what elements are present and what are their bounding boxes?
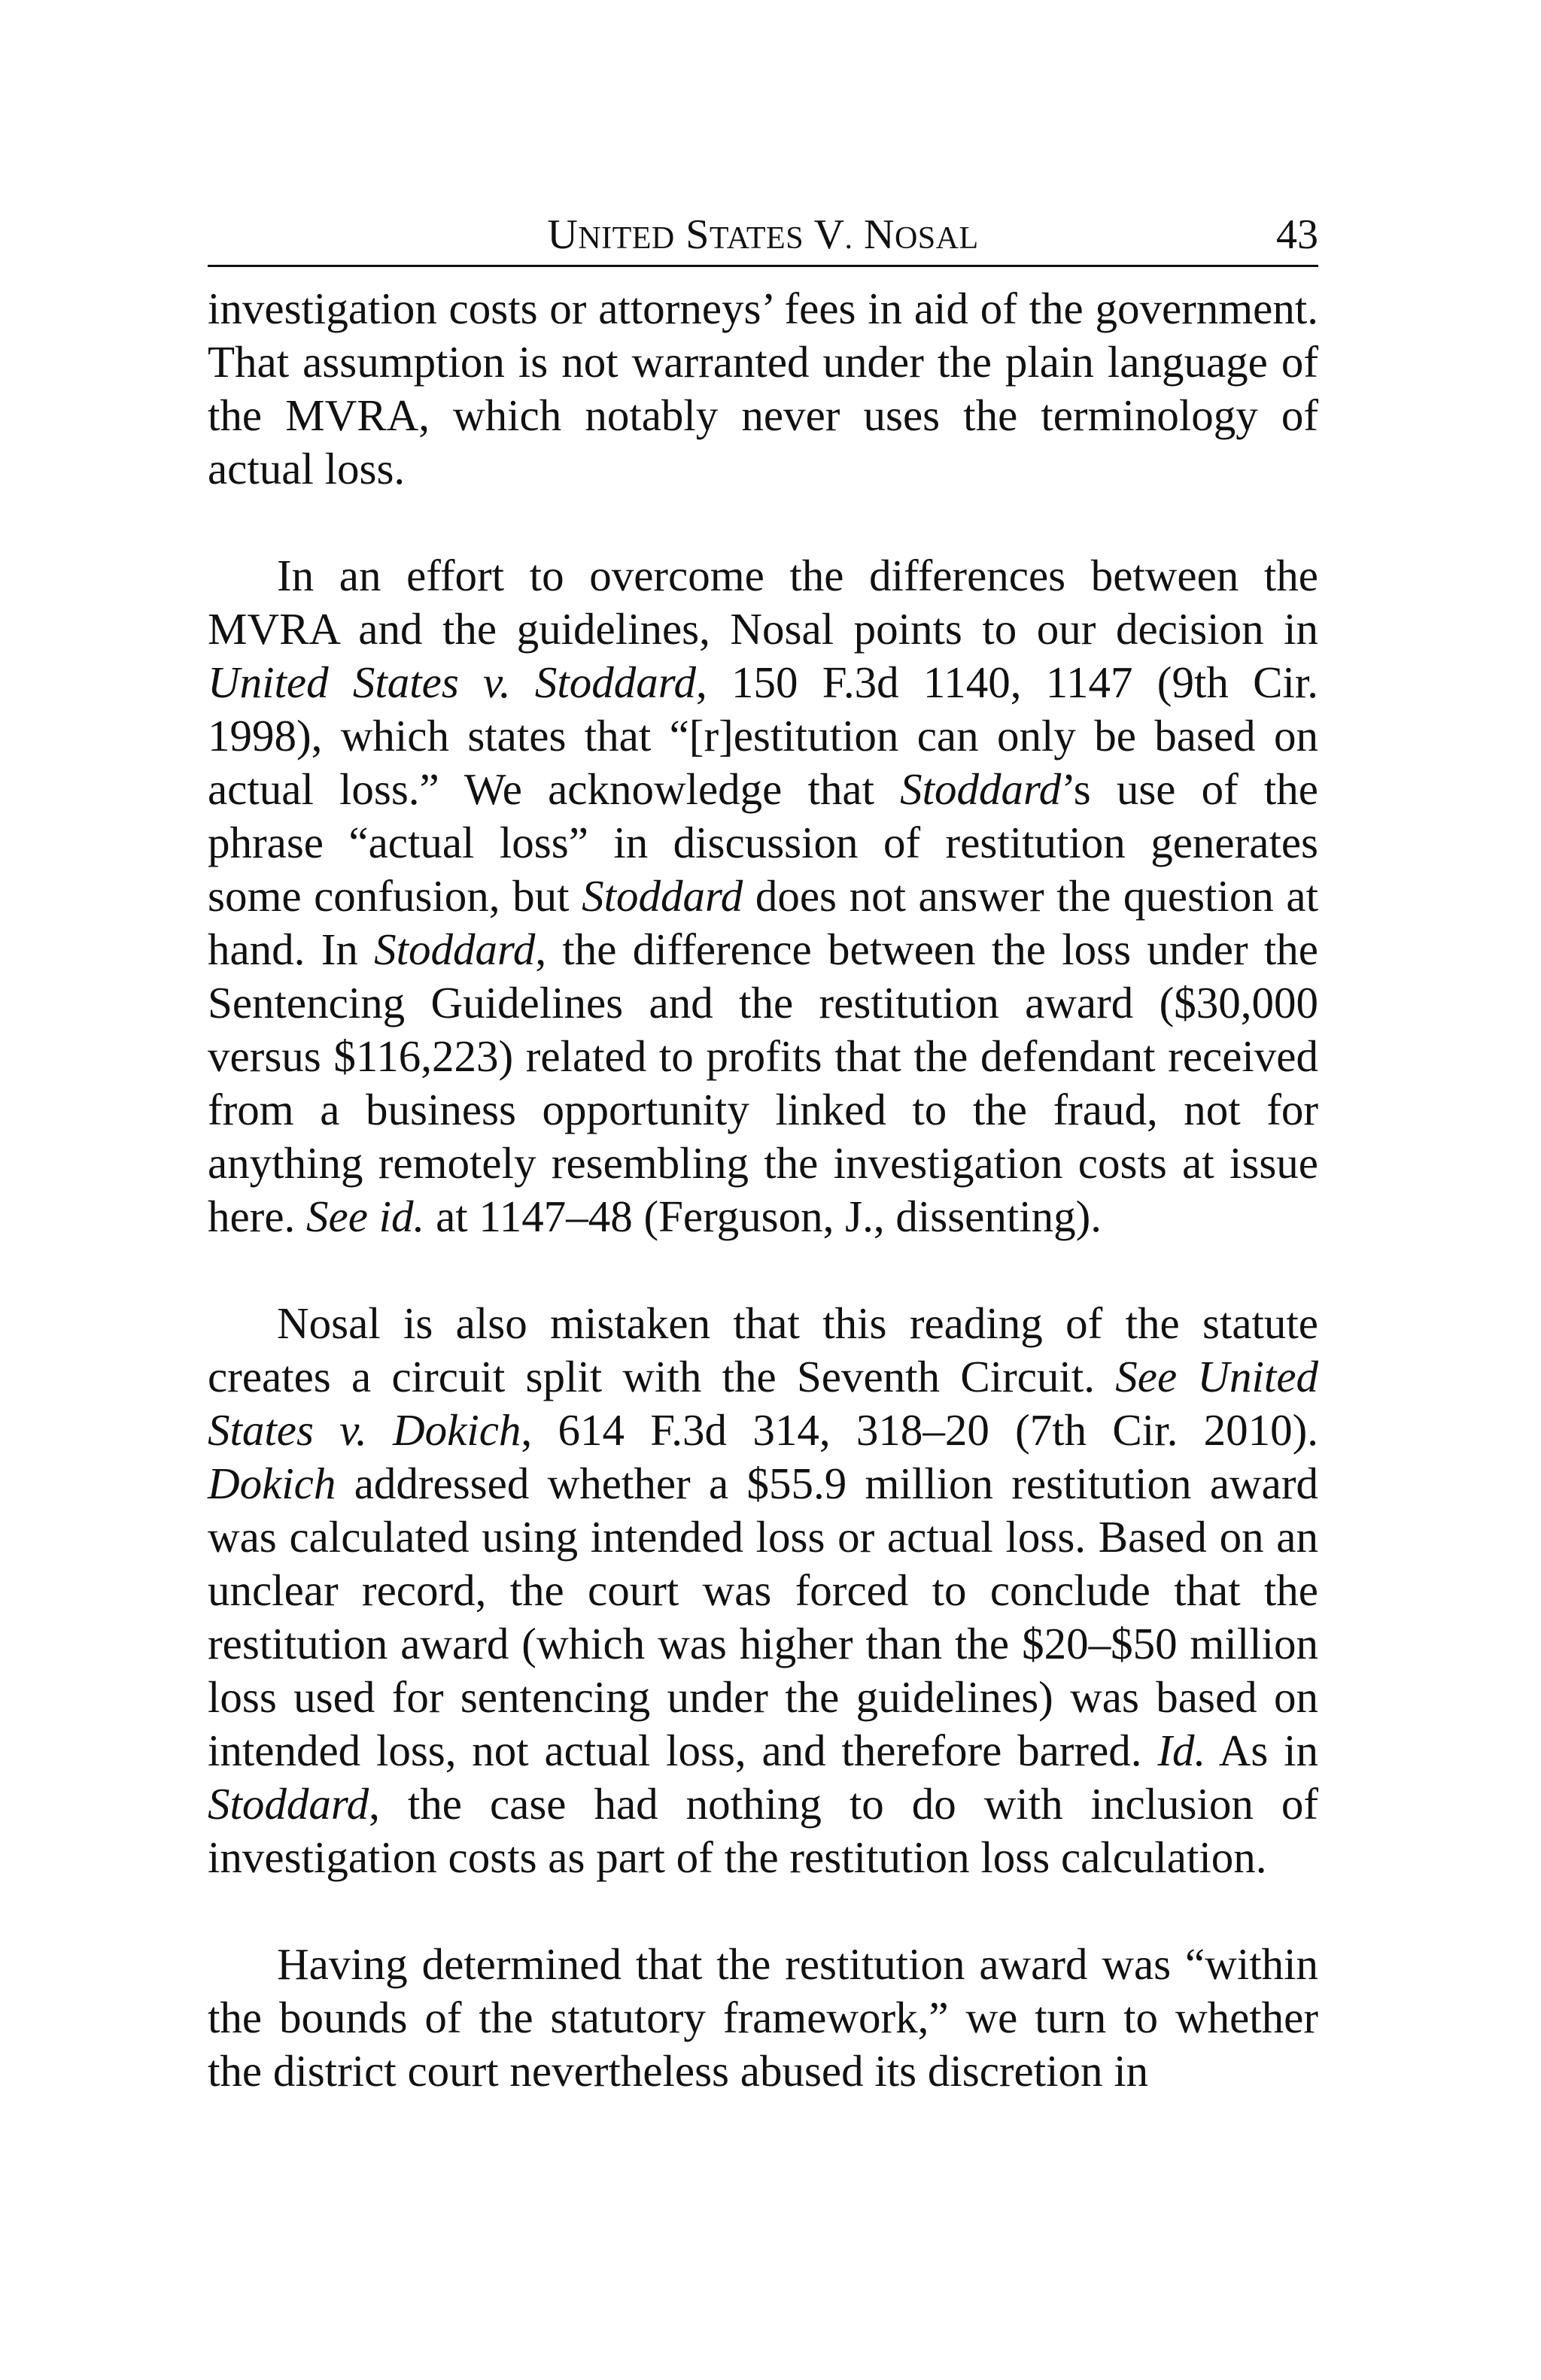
header-word-smallcaps: OSAL — [894, 221, 979, 256]
italic-citation: Id. — [1157, 1726, 1206, 1775]
text-run: , the case had nothing to do with inclusion of investigation costs as part of the restitution loss calculation. — [208, 1779, 1318, 1882]
body-paragraph — [208, 1297, 1318, 1884]
text-run: , 614 F.3d 314, 318–20 (7th Cir. 2010). — [521, 1405, 1318, 1455]
header-word-initial: U — [547, 211, 579, 258]
header-word-initial: V — [813, 211, 845, 258]
italic-citation: Stoddard — [374, 924, 536, 974]
text-run: Having determined that the restitution award was “within the bounds of the statutory framework,” we turn to whether the district court nevertheless abused its discretion in — [208, 1939, 1318, 2096]
text-run: at 1147–48 (Ferguson, J., dissenting). — [424, 1192, 1102, 1241]
running-header-title — [208, 205, 1318, 269]
italic-citation: See id. — [306, 1192, 425, 1241]
text-run: As in — [1205, 1726, 1318, 1775]
header-word-smallcaps: NITED — [578, 221, 675, 256]
body-paragraph — [208, 549, 1318, 1243]
opinion-body — [208, 282, 1318, 2098]
body-paragraph — [208, 1938, 1318, 2098]
text-run: addressed whether a $55.9 million restitution award was calculated using intended loss or actual loss. Based on an unclear record, the court was forced to conclude that the restitution award (which was higher than the $20–$50 million loss used for sentencing under the guidelines) was based on intended loss, not actual loss, and therefore barred. — [208, 1459, 1318, 1775]
running-header — [208, 205, 1318, 267]
text-run: ’s use of the phrase “actual loss” in discussion of restitution generates some confusion, but — [208, 764, 1318, 921]
italic-citation: United States v. Stoddard — [208, 657, 697, 707]
text-run: Nosal is also mistaken that this reading of the statute creates a circuit split with the Seventh Circuit. — [208, 1298, 1318, 1401]
text-run: , 150 F.3d 1140, 1147 (9th Cir. 1998), which states that “[r]estitution can only be based on actual loss.” We acknowledge that — [208, 657, 1319, 814]
text-run: investigation costs or attorneys’ fees in aid of the government. That assumption is not warranted under the plain language of the MVRA, which notably never uses the terminology of actual loss. — [208, 284, 1318, 493]
header-word-smallcaps: . — [844, 221, 853, 256]
header-word — [685, 211, 804, 258]
italic-citation: See United States v. Dokich — [208, 1352, 1319, 1455]
header-word-smallcaps: TATES — [709, 221, 804, 256]
body-paragraph — [208, 282, 1318, 496]
header-word — [864, 211, 979, 258]
italic-citation: Stoddard — [582, 871, 743, 921]
header-word — [547, 211, 674, 258]
text-run: In an effort to overcome the differences between the MVRA and the guidelines, Nosal points to our decision in — [208, 551, 1318, 654]
italic-citation: Dokich — [208, 1459, 336, 1508]
header-word — [814, 211, 853, 258]
text-run: , the difference between the loss under the Sentencing Guidelines and the restitution award ($30,000 versus $116,223) related to profits that the defendant received from a business opportunity linked to the fraud, not for anything remotely resembling the investigation costs at issue here. — [208, 924, 1318, 1241]
italic-citation: Stoddard — [208, 1779, 369, 1829]
document-page — [208, 205, 1318, 2098]
header-word-initial: N — [864, 211, 895, 258]
page-number: 43 — [1276, 211, 1318, 258]
text-run: does not answer the question at hand. In — [208, 871, 1318, 974]
header-word-initial: S — [685, 211, 710, 258]
italic-citation: Stoddard — [900, 764, 1062, 814]
